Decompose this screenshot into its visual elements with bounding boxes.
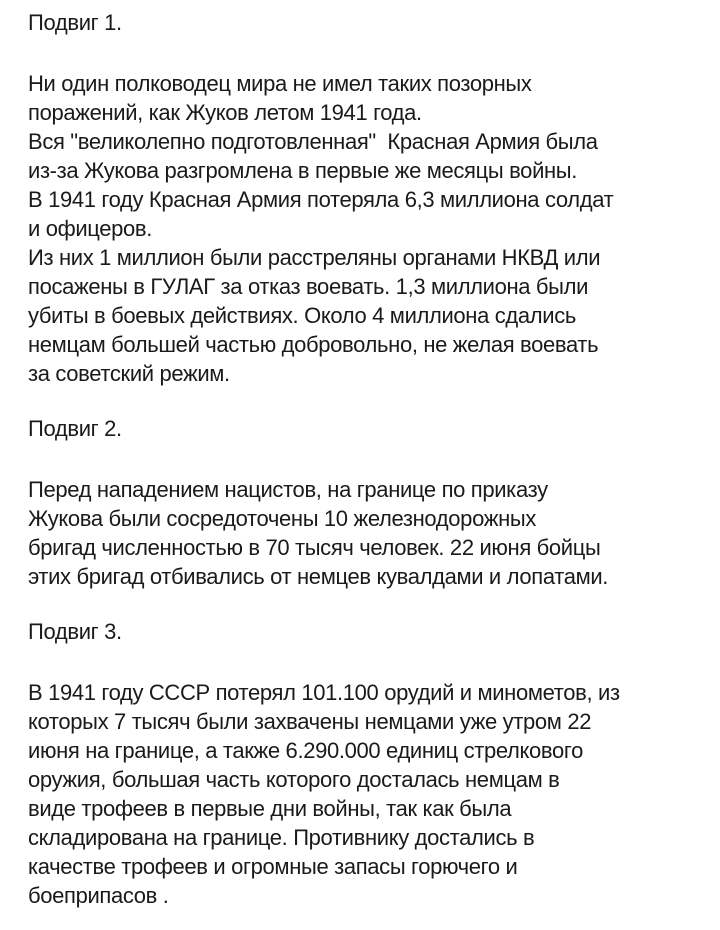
text-line: боеприпасов . <box>28 883 169 908</box>
text-line: поражений, как Жуков летом 1941 года. <box>28 100 422 125</box>
text-line: Перед нападением нацистов, на границе по приказу <box>28 477 548 502</box>
text-line: складирована на границе. Противнику достались в <box>28 825 535 850</box>
text-line: и офицеров. <box>28 216 153 241</box>
text-line: Из них 1 миллион были расстреляны органами НКВД или <box>28 245 601 270</box>
text-line: Жукова были сосредоточены 10 железнодорожных <box>28 506 536 531</box>
text-line: этих бригад отбивались от немцев кувалдами и лопатами. <box>28 564 609 589</box>
text-line: бригад численностью в 70 тысяч человек. 22 июня бойцы <box>28 535 601 560</box>
section-body <box>28 475 702 591</box>
text-line: которых 7 тысяч были захвачены немцами уже утром 22 <box>28 709 592 734</box>
text-line: оружия, большая часть которого досталась немцам в <box>28 767 560 792</box>
text-line: убиты в боевых действиях. Около 4 миллиона сдались <box>28 303 576 328</box>
section-podvig-1 <box>28 8 702 388</box>
text-line: виде трофеев в первые дни войны, так как была <box>28 796 512 821</box>
text-line: посажены в ГУЛАГ за отказ воевать. 1,3 миллиона были <box>28 274 589 299</box>
section-body <box>28 678 702 910</box>
text-line: за советский режим. <box>28 361 230 386</box>
section-podvig-2 <box>28 414 702 591</box>
section-heading: Подвиг 2. <box>28 416 122 441</box>
section-body <box>28 69 702 388</box>
text-line: Ни один полководец мира не имел таких позорных <box>28 71 532 96</box>
text-line: июня на границе, а также 6.290.000 единиц стрелкового <box>28 738 583 763</box>
text-line: В 1941 году СССР потерял 101.100 орудий и минометов, из <box>28 680 620 705</box>
section-podvig-3 <box>28 617 702 910</box>
text-line: немцам большей частью добровольно, не желая воевать <box>28 332 599 357</box>
text-line: Вся "великолепно подготовленная" Красная Армия была <box>28 129 598 154</box>
text-line: В 1941 году Красная Армия потеряла 6,3 миллиона солдат <box>28 187 614 212</box>
text-line: из-за Жукова разгромлена в первые же месяцы войны. <box>28 158 578 183</box>
section-heading: Подвиг 1. <box>28 10 122 35</box>
section-heading: Подвиг 3. <box>28 619 122 644</box>
text-line: качестве трофеев и огромные запасы горючего и <box>28 854 518 879</box>
